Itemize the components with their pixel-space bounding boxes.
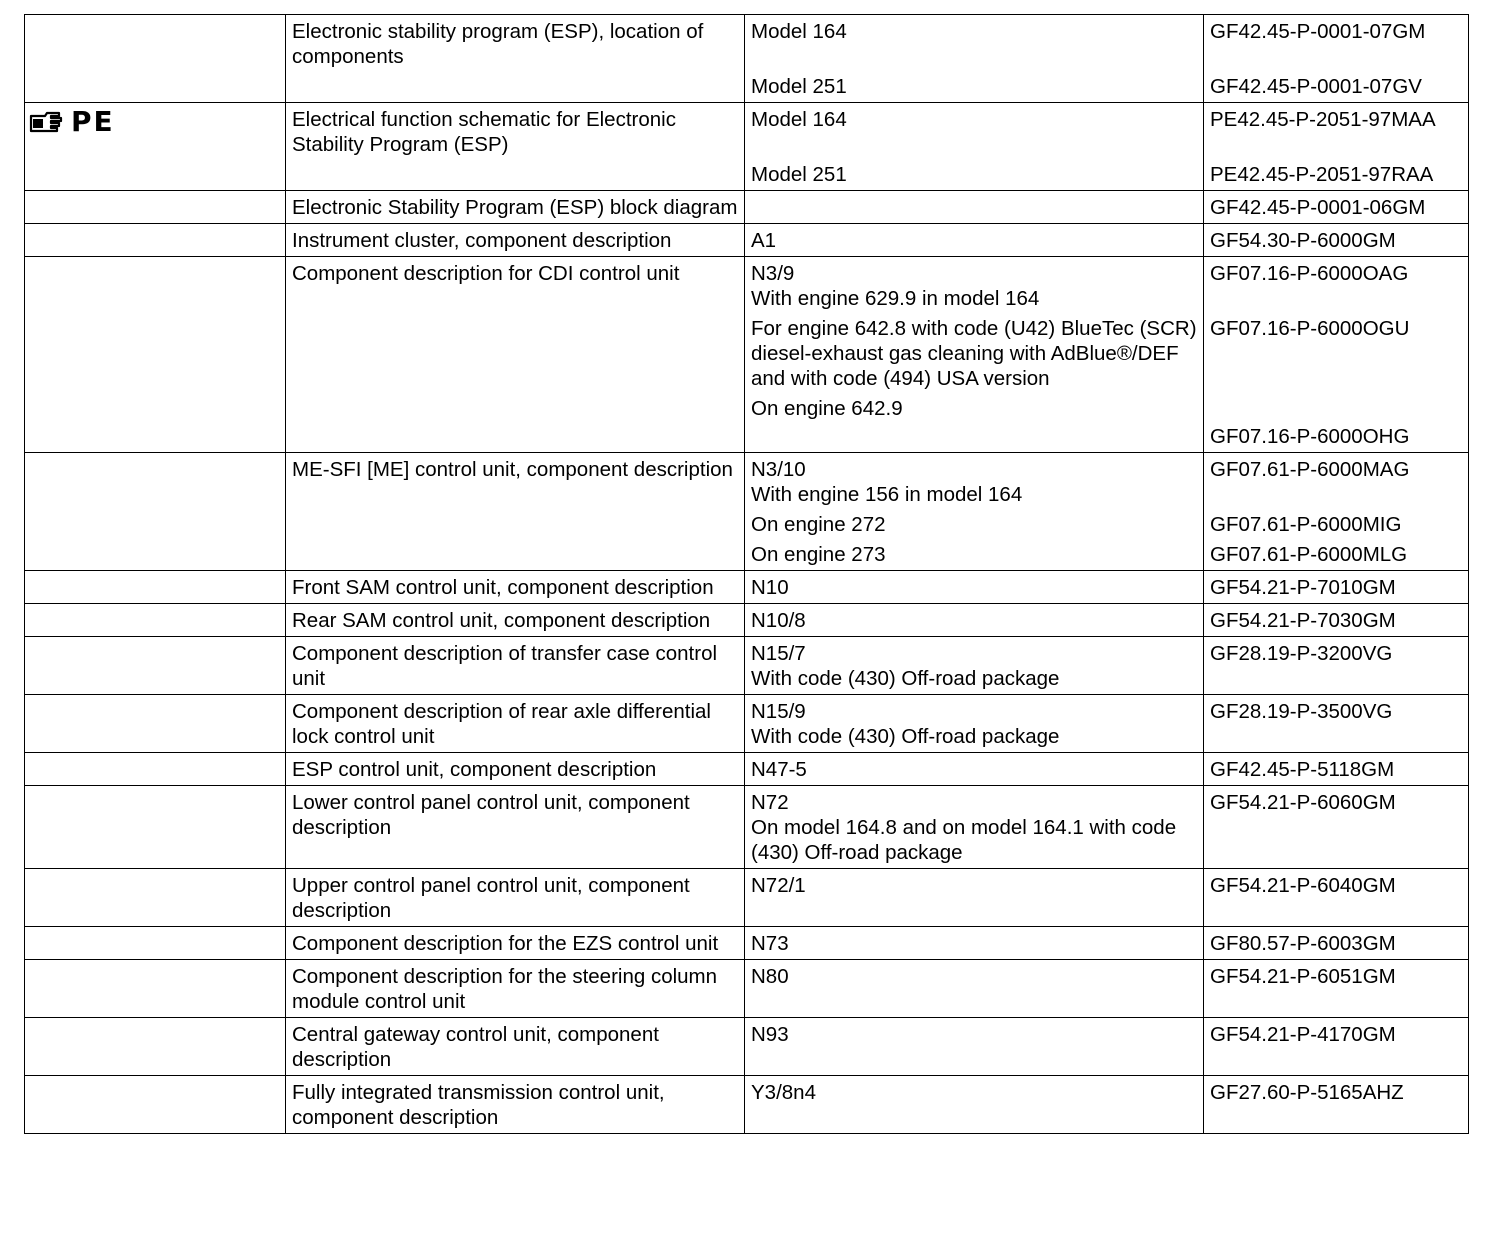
marker-cell: [25, 224, 286, 257]
condition-text: N15/7: [751, 642, 806, 665]
reference-cell: [1204, 927, 1469, 960]
reference-link[interactable]: GF07.16-P-6000OAG: [1210, 262, 1409, 285]
description-text: Component description for the EZS control unit: [292, 932, 719, 955]
reference-cell: [1204, 453, 1469, 571]
condition-text: N47-5: [751, 758, 807, 781]
description-text: Upper control panel control unit, component description: [292, 874, 690, 922]
reference-link[interactable]: GF54.21-P-4170GM: [1210, 1023, 1396, 1046]
table-row: [25, 103, 1469, 191]
reference-cell: [1204, 695, 1469, 753]
description-cell: [286, 1076, 745, 1134]
description-text: Electronic stability program (ESP), location of components: [292, 20, 704, 68]
description-cell: [286, 927, 745, 960]
condition-text: N15/9: [751, 700, 806, 723]
description-cell: [286, 637, 745, 695]
table-row: [25, 1076, 1469, 1134]
description-text: Instrument cluster, component description: [292, 229, 672, 252]
description-cell: [286, 1018, 745, 1076]
condition-cell: [745, 257, 1204, 453]
condition-cell: [745, 869, 1204, 927]
condition-cell: [745, 15, 1204, 103]
description-cell: [286, 695, 745, 753]
marker-cell: [25, 927, 286, 960]
description-cell: [286, 869, 745, 927]
reference-link[interactable]: GF07.61-P-6000MLG: [1210, 543, 1408, 566]
description-cell: [286, 15, 745, 103]
condition-cell: [745, 637, 1204, 695]
description-cell: [286, 103, 745, 191]
condition-text: N10/8: [751, 609, 806, 632]
reference-link[interactable]: GF27.60-P-5165AHZ: [1210, 1081, 1404, 1104]
table-row: [25, 1018, 1469, 1076]
table-row: [25, 257, 1469, 453]
condition-cell: [745, 571, 1204, 604]
marker-cell: [25, 15, 286, 103]
reference-cell: [1204, 571, 1469, 604]
reference-cell: [1204, 103, 1469, 191]
table-row: [25, 224, 1469, 257]
reference-cell: [1204, 869, 1469, 927]
table-row: [25, 695, 1469, 753]
reference-table: [24, 14, 1469, 1134]
condition-cell: [745, 1076, 1204, 1134]
condition-subtext: On model 164.8 and on model 164.1 with code (430) Off-road package: [751, 816, 1177, 864]
description-text: Component description of rear axle differential lock control unit: [292, 700, 711, 748]
description-cell: [286, 191, 745, 224]
description-cell: [286, 960, 745, 1018]
condition-subtext: With engine 156 in model 164: [751, 483, 1023, 506]
description-text: Electronic Stability Program (ESP) block diagram: [292, 196, 738, 219]
condition-text: N3/9: [751, 262, 795, 285]
table-row: [25, 786, 1469, 869]
description-text: Component description for CDI control unit: [292, 262, 680, 285]
reference-link[interactable]: GF28.19-P-3500VG: [1210, 700, 1393, 723]
condition-cell: [745, 695, 1204, 753]
table-row: [25, 753, 1469, 786]
description-cell: [286, 604, 745, 637]
marker-cell: [25, 604, 286, 637]
marker-cell: [25, 786, 286, 869]
condition-text: Model 164: [751, 20, 847, 43]
reference-link[interactable]: GF42.45-P-0001-07GM: [1210, 20, 1426, 43]
condition-text: N80: [751, 965, 789, 988]
condition-text: Model 251: [751, 75, 847, 98]
table-row: [25, 15, 1469, 103]
condition-text: Y3/8n4: [751, 1081, 816, 1104]
table-row: [25, 637, 1469, 695]
marker-cell: [25, 753, 286, 786]
description-text: Rear SAM control unit, component description: [292, 609, 711, 632]
condition-text: N72/1: [751, 874, 806, 897]
marker-cell: [25, 571, 286, 604]
condition-subtext: With engine 629.9 in model 164: [751, 287, 1040, 310]
description-cell: [286, 571, 745, 604]
reference-cell: [1204, 604, 1469, 637]
reference-link[interactable]: GF80.57-P-6003GM: [1210, 932, 1396, 955]
condition-text: N10: [751, 576, 789, 599]
marker-cell: [25, 695, 286, 753]
condition-text: For engine 642.8 with code (U42) BlueTec (SCR) diesel-exhaust gas cleaning with AdBlue®/DEF and with code (494) USA version: [751, 317, 1197, 390]
reference-link[interactable]: GF07.61-P-6000MAG: [1210, 458, 1410, 481]
reference-cell: [1204, 224, 1469, 257]
reference-link[interactable]: GF42.45-P-0001-06GM: [1210, 196, 1426, 219]
description-text: Electrical function schematic for Electronic Stability Program (ESP): [292, 108, 676, 156]
description-text: Front SAM control unit, component description: [292, 576, 714, 599]
reference-link[interactable]: GF54.21-P-7030GM: [1210, 609, 1396, 632]
condition-text: N73: [751, 932, 789, 955]
condition-text: On engine 273: [751, 543, 886, 566]
description-text: Component description for the steering column module control unit: [292, 965, 718, 1013]
table-row: [25, 453, 1469, 571]
condition-cell: [745, 753, 1204, 786]
condition-cell: [745, 927, 1204, 960]
table-row: [25, 571, 1469, 604]
reference-cell: [1204, 15, 1469, 103]
table-row: [25, 960, 1469, 1018]
reference-link[interactable]: GF54.21-P-6051GM: [1210, 965, 1396, 988]
condition-text: Model 164: [751, 108, 847, 131]
reference-link[interactable]: GF54.21-P-6040GM: [1210, 874, 1396, 897]
reference-link[interactable]: GF07.61-P-6000MIG: [1210, 513, 1402, 536]
condition-cell: [745, 224, 1204, 257]
marker-cell: [25, 1018, 286, 1076]
condition-cell: [745, 453, 1204, 571]
reference-cell: [1204, 960, 1469, 1018]
marker-cell: [25, 960, 286, 1018]
reference-link[interactable]: GF54.21-P-6060GM: [1210, 791, 1396, 814]
description-cell: [286, 224, 745, 257]
description-text: Lower control panel control unit, component description: [292, 791, 690, 839]
marker-cell: [25, 637, 286, 695]
condition-text: On engine 642.9: [751, 397, 903, 420]
description-text: ME-SFI [ME] control unit, component description: [292, 458, 733, 481]
condition-cell: [745, 1018, 1204, 1076]
marker-cell: [25, 103, 286, 191]
condition-cell: [745, 604, 1204, 637]
reference-cell: [1204, 257, 1469, 453]
condition-text: On engine 272: [751, 513, 886, 536]
marker-cell: [25, 1076, 286, 1134]
reference-link[interactable]: GF07.16-P-6000OHG: [1210, 425, 1410, 448]
pe-label: PE: [71, 105, 115, 138]
condition-text: Model 251: [751, 163, 847, 186]
description-cell: [286, 786, 745, 869]
pe-marker[interactable]: [29, 105, 281, 138]
condition-cell: [745, 191, 1204, 224]
reference-link[interactable]: GF07.16-P-6000OGU: [1210, 317, 1410, 340]
description-text: Central gateway control unit, component description: [292, 1023, 659, 1071]
description-cell: [286, 453, 745, 571]
condition-text: N3/10: [751, 458, 806, 481]
marker-cell: [25, 257, 286, 453]
reference-link[interactable]: GF54.30-P-6000GM: [1210, 229, 1396, 252]
condition-text: N72: [751, 791, 789, 814]
reference-cell: [1204, 1076, 1469, 1134]
reference-cell: [1204, 753, 1469, 786]
description-cell: [286, 257, 745, 453]
reference-cell: [1204, 786, 1469, 869]
table-row: [25, 869, 1469, 927]
marker-cell: [25, 453, 286, 571]
reference-link[interactable]: GF54.21-P-7010GM: [1210, 576, 1396, 599]
reference-cell: [1204, 191, 1469, 224]
condition-subtext: With code (430) Off-road package: [751, 667, 1060, 690]
condition-text: A1: [751, 229, 777, 252]
reference-link[interactable]: GF42.45-P-0001-07GV: [1210, 75, 1422, 98]
condition-cell: [745, 103, 1204, 191]
condition-text: N93: [751, 1023, 789, 1046]
description-cell: [286, 753, 745, 786]
reference-cell: [1204, 1018, 1469, 1076]
marker-cell: [25, 869, 286, 927]
reference-link[interactable]: PE42.45-P-2051-97RAA: [1210, 163, 1434, 186]
hand-pointer-icon: [29, 110, 63, 134]
reference-link[interactable]: PE42.45-P-2051-97MAA: [1210, 108, 1436, 131]
reference-link[interactable]: GF28.19-P-3200VG: [1210, 642, 1393, 665]
description-text: ESP control unit, component description: [292, 758, 657, 781]
table-row: [25, 191, 1469, 224]
reference-link[interactable]: GF42.45-P-5118GM: [1210, 758, 1395, 781]
description-text: Component description of transfer case control unit: [292, 642, 718, 690]
condition-cell: [745, 960, 1204, 1018]
condition-cell: [745, 786, 1204, 869]
table-row: [25, 927, 1469, 960]
table-row: [25, 604, 1469, 637]
marker-cell: [25, 191, 286, 224]
condition-subtext: With code (430) Off-road package: [751, 725, 1060, 748]
description-text: Fully integrated transmission control unit, component description: [292, 1081, 665, 1129]
reference-cell: [1204, 637, 1469, 695]
